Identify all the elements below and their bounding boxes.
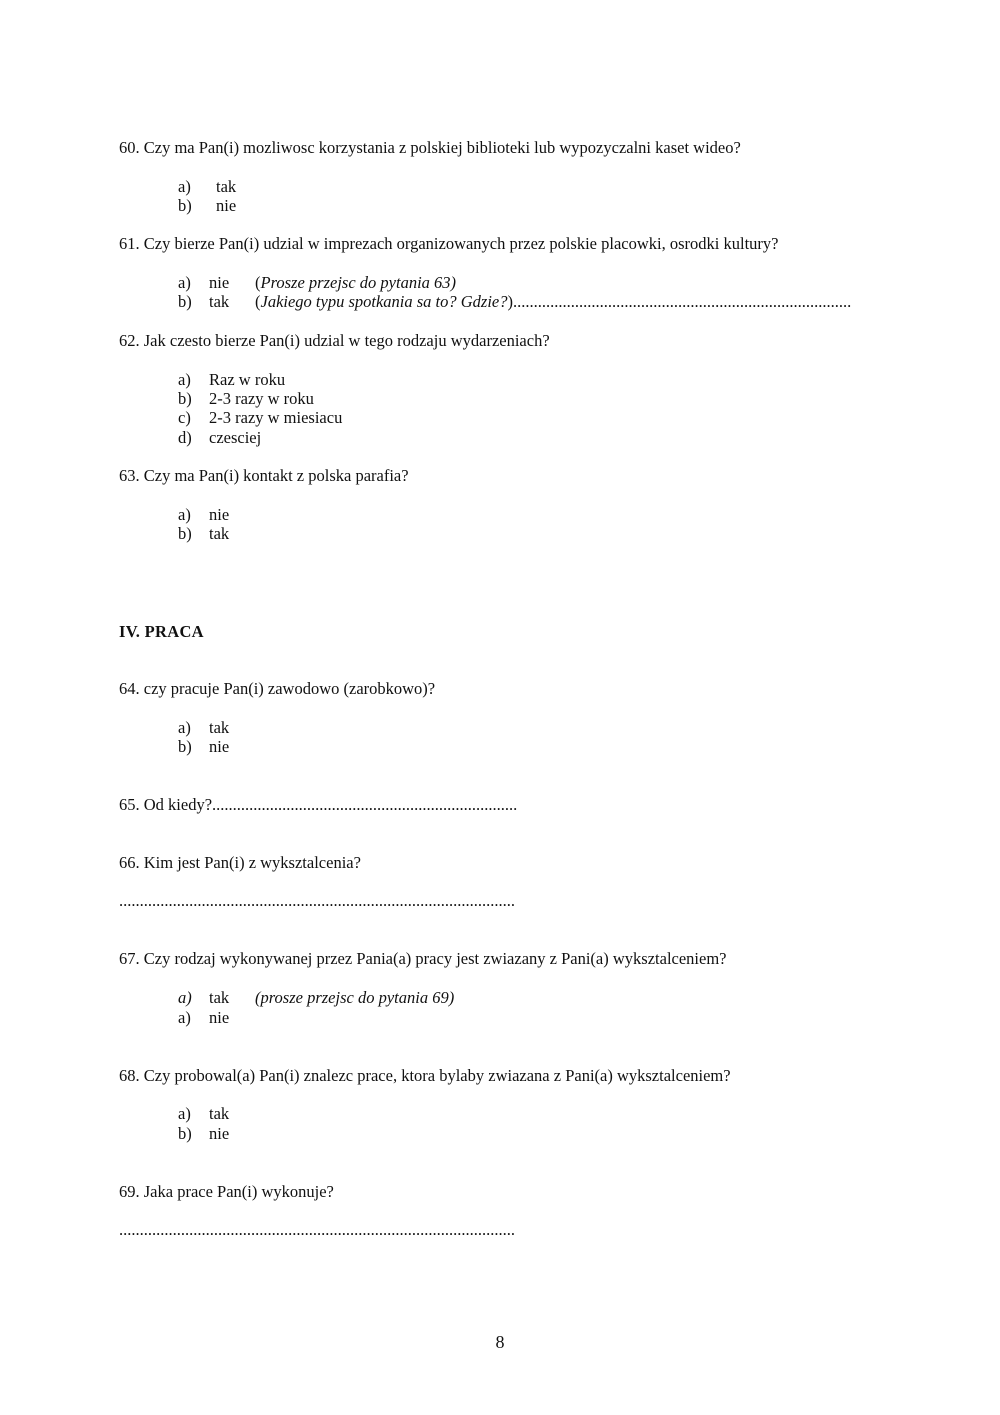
option-letter: d) — [178, 428, 192, 447]
option-label: tak — [209, 718, 230, 737]
question-67: 67. Czy rodzaj wykonywanej przez Pania(a) pracy jest zwiazany z Pani(a) wyksztalceniem? — [119, 949, 727, 968]
page-number: 8 — [495, 1332, 505, 1352]
question-62: 62. Jak czesto bierze Pan(i) udzial w tego rodzaju wydarzeniach? — [119, 331, 550, 350]
option-letter: a) — [178, 273, 191, 292]
option-letter: a) — [178, 988, 192, 1007]
option-letter: a) — [178, 1008, 191, 1027]
answer-line: ................................................................................................ — [119, 891, 515, 910]
option-note: (Prosze przejsc do pytania 63) — [255, 273, 457, 292]
option-label: nie — [209, 505, 230, 524]
question-64: 64. czy pracuje Pan(i) zawodowo (zarobkowo)? — [119, 679, 436, 698]
option-label: tak — [209, 524, 230, 543]
question-61: 61. Czy bierze Pan(i) udzial w imprezach organizowanych przez polskie placowki, osrodki kultury? — [119, 234, 779, 253]
option-label: nie — [216, 196, 237, 215]
option-label: tak — [209, 988, 230, 1007]
option-label: tak — [209, 292, 230, 311]
option-letter: b) — [178, 524, 192, 543]
question-65: 65. Od kiedy?.......................................................................... — [119, 795, 518, 814]
option-label: nie — [209, 273, 230, 292]
option-letter: b) — [178, 737, 192, 756]
option-letter: a) — [178, 177, 191, 196]
option-label: nie — [209, 737, 230, 756]
option-label: Raz w roku — [209, 370, 286, 389]
option-note: (prosze przejsc do pytania 69) — [255, 988, 455, 1007]
option-letter: a) — [178, 370, 191, 389]
option-letter: b) — [178, 1124, 192, 1143]
answer-line: ................................................................................................ — [119, 1220, 515, 1239]
question-60: 60. Czy ma Pan(i) mozliwosc korzystania z polskiej biblioteki lub wypozyczalni kaset wideo? — [119, 138, 741, 157]
option-label: nie — [209, 1124, 230, 1143]
option-label: tak — [209, 1104, 230, 1123]
option-label: tak — [216, 177, 237, 196]
option-letter: b) — [178, 292, 192, 311]
section-heading: IV. PRACA — [119, 622, 204, 641]
option-label: czesciej — [209, 428, 262, 447]
option-label: 2-3 razy w roku — [209, 389, 314, 408]
option-letter: a) — [178, 505, 191, 524]
option-label: nie — [209, 1008, 230, 1027]
question-69: 69. Jaka prace Pan(i) wykonuje? — [119, 1182, 334, 1201]
option-letter: c) — [178, 408, 191, 427]
question-66: 66. Kim jest Pan(i) z wyksztalcenia? — [119, 853, 361, 872]
option-letter: b) — [178, 196, 192, 215]
question-68: 68. Czy probowal(a) Pan(i) znalezc prace, ktora bylaby zwiazana z Pani(a) wyksztalceniem? — [119, 1066, 731, 1085]
option-letter: a) — [178, 718, 191, 737]
option-note: (Jakiego typu spotkania sa to? Gdzie?).................................................................................. — [255, 292, 852, 311]
option-letter: a) — [178, 1104, 191, 1123]
option-label: 2-3 razy w miesiacu — [209, 408, 343, 427]
option-letter: b) — [178, 389, 192, 408]
question-63: 63. Czy ma Pan(i) kontakt z polska parafia? — [119, 466, 409, 485]
